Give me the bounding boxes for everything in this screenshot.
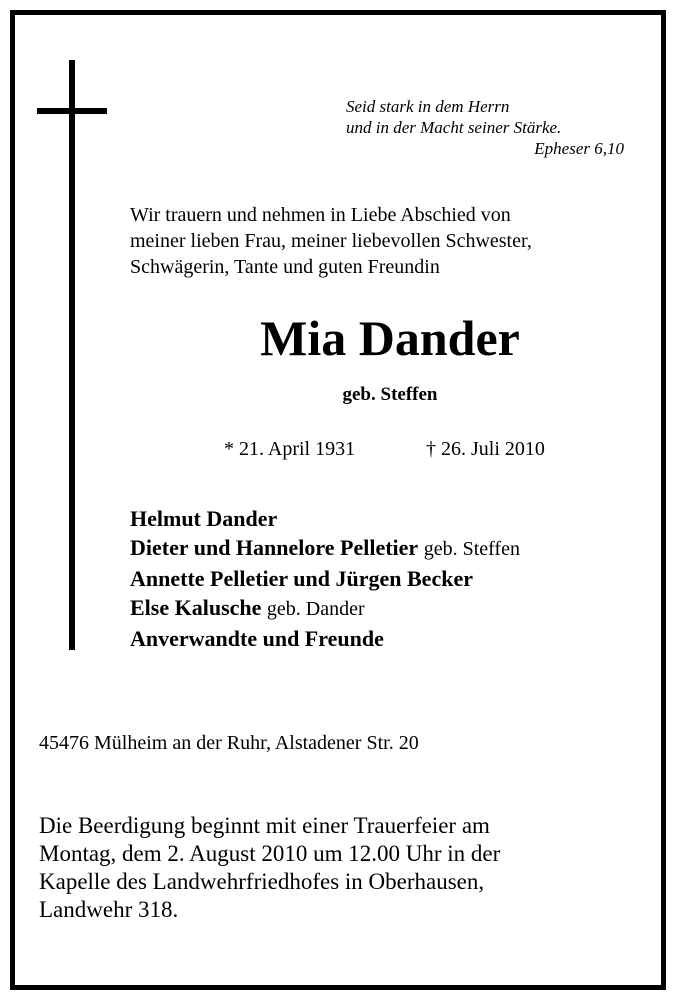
mourner-name: Anverwandte und Freunde xyxy=(130,626,384,651)
deceased-maiden-name: geb. Steffen xyxy=(342,384,438,405)
mourner-item xyxy=(130,533,650,564)
verse-line-1: Seid stark in dem Herrn xyxy=(346,97,510,116)
verse-line-2: und in der Macht seiner Stärke. xyxy=(346,118,562,137)
cross-horizontal-bar xyxy=(37,108,107,114)
funeral-line-2: Montag, dem 2. August 2010 um 12.00 Uhr in der xyxy=(39,841,501,866)
mourner-note: geb. Dander xyxy=(266,598,365,620)
funeral-details xyxy=(39,812,639,924)
mourner-note: geb. Steffen xyxy=(423,538,520,560)
mourning-intro xyxy=(130,202,630,280)
funeral-line-1: Die Beerdigung beginnt mit einer Trauerfeier am xyxy=(39,813,490,838)
funeral-line-3: Kapelle des Landwehrfriedhofes in Oberhausen, xyxy=(39,869,485,894)
verse-reference: Epheser 6,10 xyxy=(534,139,624,158)
intro-line-2: meiner lieben Frau, meiner liebevollen Schwester, xyxy=(130,230,532,252)
mourner-item xyxy=(130,593,650,624)
mourner-name: Dieter und Hannelore Pelletier xyxy=(130,535,419,560)
funeral-line-4: Landwehr 318. xyxy=(39,897,179,922)
death-date: † 26. Juli 2010 xyxy=(426,438,545,460)
mourner-item xyxy=(130,624,650,653)
bible-verse xyxy=(346,96,626,159)
mourners-list xyxy=(130,504,650,653)
intro-line-1: Wir trauern und nehmen in Liebe Abschied von xyxy=(130,204,511,226)
cross-vertical-bar xyxy=(69,60,75,650)
family-address: 45476 Mülheim an der Ruhr, Alstadener Str. 20 xyxy=(39,732,419,754)
mourner-name: Annette Pelletier und Jürgen Becker xyxy=(130,566,473,591)
birth-date: * 21. April 1931 xyxy=(224,438,356,460)
deceased-name: Mia Dander xyxy=(260,310,520,366)
mourner-name: Else Kalusche xyxy=(130,595,262,620)
intro-line-3: Schwägerin, Tante und guten Freundin xyxy=(130,256,440,278)
mourner-item xyxy=(130,504,650,533)
mourner-name: Helmut Dander xyxy=(130,506,278,531)
mourner-item xyxy=(130,564,650,593)
